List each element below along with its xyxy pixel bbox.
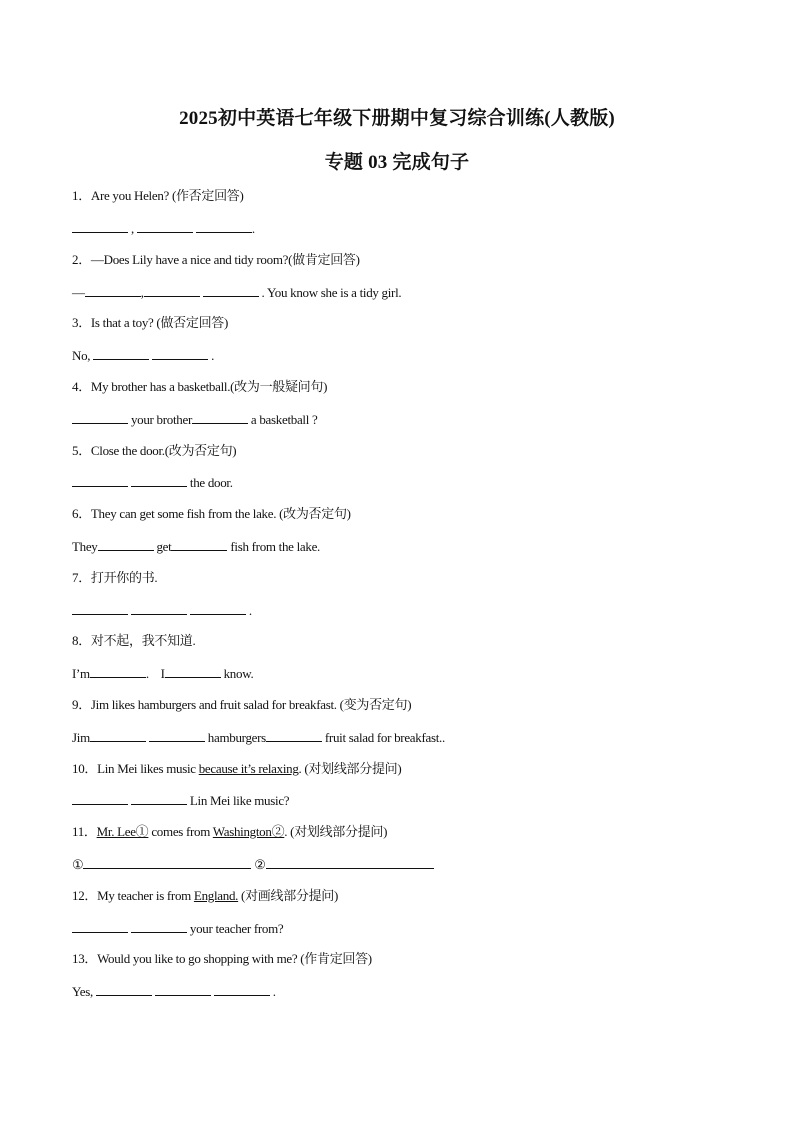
answer-blank[interactable] bbox=[72, 474, 128, 487]
answer-2: — , . You know she is a tidy girl. bbox=[72, 285, 402, 300]
answer-blank[interactable] bbox=[131, 602, 187, 615]
answer-blank[interactable] bbox=[131, 792, 187, 805]
answer-blank[interactable] bbox=[72, 411, 128, 424]
underlined-phrase: Washington② bbox=[212, 824, 285, 839]
answer-prefix: Yes, bbox=[72, 984, 96, 999]
answer-4 bbox=[72, 411, 317, 428]
answer-blank[interactable] bbox=[190, 602, 246, 615]
answer-suffix: . You know she is a tidy girl. bbox=[258, 285, 402, 300]
circle-one: ① bbox=[72, 857, 84, 872]
answer-blank[interactable] bbox=[72, 220, 128, 233]
answer-mid: hamburgers bbox=[204, 730, 266, 745]
answer-blank[interactable] bbox=[137, 220, 193, 233]
question-instruction: . (对划线部分提问) bbox=[298, 761, 402, 776]
circle-two: ② bbox=[251, 857, 266, 872]
answer-blank[interactable] bbox=[96, 983, 152, 996]
answer-prefix: I’m bbox=[72, 666, 90, 681]
answer-mid: your brother bbox=[128, 412, 192, 427]
answer-prefix: They bbox=[72, 539, 98, 554]
answer-blank[interactable] bbox=[266, 856, 434, 869]
answer-blank[interactable] bbox=[72, 602, 128, 615]
question-6: 6．They can get some fish from the lake. (改为否定句) bbox=[72, 506, 351, 521]
answer-blank[interactable] bbox=[144, 284, 200, 297]
answer-12 bbox=[72, 920, 283, 937]
answer-blank[interactable] bbox=[131, 920, 187, 933]
answer-blank[interactable] bbox=[152, 347, 208, 360]
underlined-phrase: England. bbox=[193, 888, 239, 903]
question-9: 9．Jim likes hamburgers and fruit salad for breakfast. (变为否定句) bbox=[72, 697, 412, 712]
answer-8 bbox=[72, 665, 253, 682]
question-8: 8．对不起，我不知道. bbox=[72, 633, 196, 648]
answer-mid: get bbox=[153, 539, 172, 554]
answer-10 bbox=[72, 792, 289, 809]
answer-blank[interactable] bbox=[171, 538, 227, 551]
question-7: 7．打开你的书. bbox=[72, 570, 158, 585]
answer-blank[interactable] bbox=[214, 983, 270, 996]
underlined-phrase: because it’s relaxing bbox=[198, 761, 299, 776]
question-10 bbox=[72, 761, 401, 777]
answer-blank[interactable] bbox=[203, 284, 259, 297]
answer-9 bbox=[72, 729, 445, 746]
question-4: 4．My brother has a basketball.(改为一般疑问句) bbox=[72, 379, 328, 394]
question-number: 11． bbox=[72, 824, 97, 839]
answer-suffix: a basketball ? bbox=[247, 412, 318, 427]
answer-blank[interactable] bbox=[266, 729, 322, 742]
answer-blank[interactable] bbox=[192, 411, 248, 424]
question-13: 13．Would you like to go shopping with me? (作肯定回答) bbox=[72, 951, 372, 966]
answer-blank[interactable] bbox=[90, 729, 146, 742]
question-instruction: (对画线部分提问) bbox=[238, 888, 339, 903]
answer-blank[interactable] bbox=[90, 665, 146, 678]
answer-prefix: Jim bbox=[72, 730, 90, 745]
answer-mid: . I bbox=[145, 666, 165, 681]
answer-suffix: fish from the lake. bbox=[227, 539, 321, 554]
answer-blank[interactable] bbox=[93, 347, 149, 360]
question-instruction: . (对划线部分提问) bbox=[284, 824, 388, 839]
answer-blank[interactable] bbox=[155, 983, 211, 996]
underlined-phrase: Mr. Lee① bbox=[96, 824, 149, 839]
answer-blank[interactable] bbox=[149, 729, 205, 742]
answer-7: . bbox=[72, 602, 252, 619]
question-text: 10．Lin Mei likes music bbox=[72, 761, 199, 776]
answer-3: No, . bbox=[72, 348, 215, 363]
answer-suffix: the door. bbox=[186, 475, 233, 490]
answer-blank[interactable] bbox=[83, 856, 251, 869]
page-subtitle: 专题 03 完成句子 bbox=[324, 152, 470, 173]
answer-6 bbox=[72, 538, 320, 555]
answer-blank[interactable] bbox=[85, 284, 141, 297]
question-2: 2．—Does Lily have a nice and tidy room?(做肯定回答) bbox=[72, 252, 360, 267]
answer-blank[interactable] bbox=[72, 792, 128, 805]
question-1: 1．Are you Helen? (作否定回答) bbox=[72, 188, 244, 203]
answer-blank[interactable] bbox=[165, 665, 221, 678]
answer-prefix: No, bbox=[72, 348, 94, 363]
answer-11 bbox=[72, 856, 434, 873]
question-3: 3．Is that a toy? (做否定回答) bbox=[72, 315, 228, 330]
answer-prefix: — bbox=[72, 285, 85, 300]
page-title: 2025初中英语七年级下册期中复习综合训练(人教版) bbox=[179, 108, 615, 129]
question-12 bbox=[72, 888, 338, 904]
answer-suffix: Lin Mei like music? bbox=[186, 793, 290, 808]
answer-suffix: fruit salad for breakfast.. bbox=[321, 730, 445, 745]
answer-5 bbox=[72, 474, 233, 491]
answer-suffix: your teacher from? bbox=[186, 921, 284, 936]
question-text: 12．My teacher is from bbox=[72, 888, 194, 903]
answer-blank[interactable] bbox=[131, 474, 187, 487]
answer-1: , . bbox=[72, 220, 255, 237]
answer-13: Yes, . bbox=[72, 984, 276, 999]
answer-blank[interactable] bbox=[98, 538, 154, 551]
answer-blank[interactable] bbox=[196, 220, 252, 233]
question-11 bbox=[72, 824, 387, 840]
question-5: 5．Close the door.(改为否定句) bbox=[72, 443, 237, 458]
answer-blank[interactable] bbox=[72, 920, 128, 933]
question-text: comes from bbox=[148, 824, 213, 839]
answer-suffix: know. bbox=[220, 666, 254, 681]
